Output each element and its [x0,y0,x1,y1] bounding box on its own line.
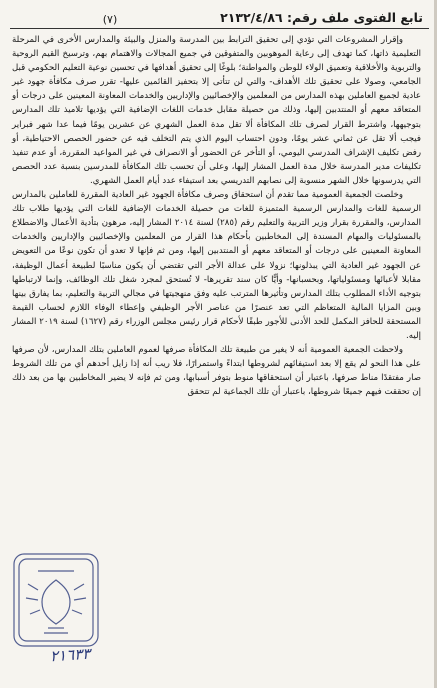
seal-graphic [8,540,104,658]
file-number: تابع الفتوى ملف رقم: ٢١٣٢/٤/٨٦ [220,10,423,25]
page-header [10,8,423,34]
stamp-serial: ٢١٦٣٣ [49,644,91,666]
paragraph-2: وخلصت الجمعية العمومية مما تقدم أن استحقاق وصرف مكافأة الجهود غير العادية المقررة للعاملين بالمدارس الرسمية للغات والمدارس الرسمية المتميزة للغات من حصيلة الخدمات الإضافية للغات التي يؤديها طلاب تلك المدارس، والمقررة بقرار وزير التربية والتعليم رقم (٢٨٥) لسنة ٢٠١٤ المشار إليه، مرهون بتأدية الأعمال والاضطلاع بالمسئوليات والمهام المسندة إلى المخاطبين بأحكام هذا القرار من المعلمين والإخصائيين والإداريين والخدمات المعاونة المعينين على درجات أو المتعاقد معهم أو المنتدبين إليها، ومن ثم فإنها لا تعدو أن تكون نوعًا من التعويض عن الجهود غير العادية التي يبذلونها؛ نزولا على عدالة الأجر التي تقتضي أن يكون مناسبًا لطبيعة أعمال الوظيفة، مقابلا لأعبائها ومسئولياتها، وبحسبانها- وأيًّا كان سند تقريرها- لا تُستحق لمجرد شغل تلك الوظائف، وإنما لارتباطها بتوجيه الأداء المطلوب بتلك المدارس وتأثيرها المترتب عليه وفق منهجيتها في مجالي التربية والتعليم، بما يفارق بينها وبين المزايا المالية المتعاظم التي تعد عنصرًا من عناصر الأجر الوظيفي وإعطاء الوفاء اللازم لحساب القيمة المستحقة للحافز المكمل للحد الأدنى للأجور طبقًا لأحكام قرار رئيس مجلس الوزراء رقم (١٦٢٧) لسنة ٢٠١٩ المشار إليه. [12,190,422,341]
state-council-seal [8,540,104,658]
body-text [12,33,421,399]
paragraph-1: وإقرار المشروعات التي تؤدي إلى تحقيق الترابط بين المدرسة والمنزل والبيئة والمدارس الأخرى في المرحلة التعليمية ذاتها، كما تهدف إلى رعاية الموهوبين والمتفوقين في جميع المجالات والاهتمام بهم، وترسيخ القيم الروحية والتربوية والأخلاقية وتعميق الولاء للوطن والمواطنة؛ بلوغًا إلى تحقيق أهدافها في تحسين نوعية التعليم الحكومي قبل الجامعي، وصولا على تحقيق تلك الأهداف- والتي لن تتأتى إلا بتحفيز القائمين عليها- تقرر صرف مكافأة جهود غير عادية لجميع العاملين بهذه المدارس من المعلمين والإخصائيين والإداريين والخدمات المعاونة المعينين على درجات أو المتعاقد معهم أو المنتدبين إليها، وذلك من حصيلة مقابل خدمات اللغات الإضافية التي يؤديها تلاميذ تلك المدارس بتوجيهها، واشترط القرار لصرف تلك المكافأة ألا تقل مدة العمل الشهري عن عشرين يومًا فيما عدا شهر فبراير فيجب ألا تقل عن ثماني عشر يومًا، ودون احتساب اليوم الذي يتم التخلف فيه عن حضور الحصص الاحتياطية، أو رفض تكليف الإشراف المدرسي اليومي، أو التأخر عن الحضور أو الانصراف في غير المواعيد المقررة، أو عدم تنفيذ تكليفات مدير المدرسة خلال مدة العمل المشار إليها، وعلى أن تحسب تلك المكافأة للمدرسين بنسبة عدد الحصص التي يدرسونها خلال الشهر منسوبة إلى نصابهم التدريسي بعد استيفاء عدد أيام العمل الشهري. [12,35,421,186]
header-divider [10,28,429,29]
paragraph-3: ولاحظت الجمعية العمومية أنه لا يغير من طبيعة تلك المكافأة صرفها لعموم العاملين بتلك المدارس، لأن صرفها على هذا النحو لم يقع إلا بعد استيفائهم لشروطها ابتداءً واستمرارًا، فلا ريب أنه إذا زايل أحدهم أي من تلك الشروط صار مفتقدًا مناط صرفها، باعتبار أن استحقاقها منوط بتوفر أسبابها، ومن ثم فإنه لا يضير المخاطبين بها من بعد ذلك إن تحققت فيهم جميعًا شروطها، باعتبار أن تلك الجماعية لم تتحقق [12,345,421,398]
page-number: (٧) [102,13,118,26]
